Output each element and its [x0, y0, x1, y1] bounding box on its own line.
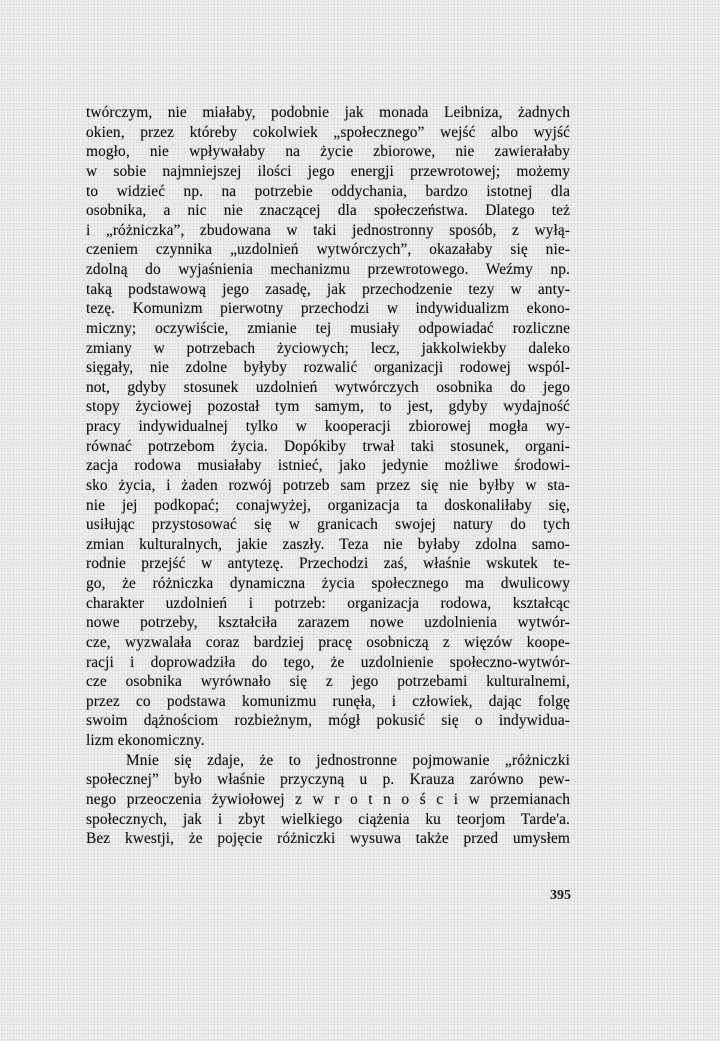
text-line: cze, wyzwalała coraz bardziej pracę osobniczą z więzów koope-	[86, 633, 570, 651]
text-line: lizm ekonomiczny.	[86, 732, 205, 749]
text-line: not, gdyby stosunek uzdolnień wytwórczych osobnika do jego	[86, 378, 570, 396]
text-line: zdolną do wyjaśnienia mechanizmu przewrotowego. Weźmy np.	[86, 261, 570, 278]
page-body-text	[86, 103, 570, 849]
text-line: okien, przez któreby cokolwiek „społecznego” wejść albo wyjść	[86, 123, 570, 141]
text-line: zacja rodowa musiałaby istnieć, jako jedynie możliwe środowi-	[86, 457, 570, 475]
paragraph-first-line: Mnie się zdaje, że to jednostronne pojmowanie „różniczki	[126, 751, 570, 769]
text-line: osobnika, a nic nie znaczącej dla społeczeństwa. Dlatego też	[86, 202, 570, 220]
text-line: twórczym, nie miałaby, podobnie jak monada Leibniza, żadnych	[86, 104, 570, 121]
text-line: zmiany w potrzebach życiowych; lecz, jakkolwiekby daleko	[86, 339, 570, 357]
page-number: 395	[550, 888, 571, 903]
text-line: racji i doprowadziła do tego, że uzdolnienie społeczno-wytwór-	[86, 653, 570, 671]
text-line: pracy indywidualnej tylko w kooperacji zbiorowej mogła wy-	[86, 418, 570, 435]
text-line: nego przeoczenia żywiołowej z w r o t n o ś c i w przemianach	[86, 790, 570, 808]
text-line: w sobie najmniejszej ilości jego energji przewrotowej; możemy	[86, 162, 570, 180]
text-line: nowe potrzeby, kształciła zarazem nowe uzdolnienia wytwór-	[86, 614, 570, 632]
text-line: mogło, nie wpływałaby na życie zbiorowe, nie zawierałaby	[86, 143, 570, 161]
text-line: stopy życiowej pozostał tym samym, to jest, gdyby wydajność	[86, 398, 570, 416]
text-line: usiłując przystosować się w granicach swojej natury do tych	[86, 516, 570, 534]
text-line: zmian kulturalnych, jakie zaszły. Teza nie byłaby zdolna samo-	[86, 535, 570, 553]
text-line: społecznej” było właśnie przyczyną u p. Krauza zarówno pew-	[86, 771, 570, 789]
text-line: nie jej podkopać; conajwyżej, organizacja ta doskonaliłaby się,	[86, 496, 570, 514]
text-line: swoim dążnościom rozbieżnym, mógł pokusić się o indywidua-	[86, 712, 570, 730]
text-line: rodnie przejść w antytezę. Przechodzi zaś, właśnie wskutek te-	[86, 555, 570, 573]
text-line: to widzieć np. na potrzebie oddychania, bardzo istotnej dla	[86, 182, 570, 200]
text-line: cze osobnika wyrównało się z jego potrzebami kulturalnemi,	[86, 673, 570, 691]
text-line: czeniem czynnika „uzdolnień wytwórczych”, okazałaby się nie-	[86, 241, 570, 259]
text-line: tezę. Komunizm pierwotny przechodzi w indywidualizm ekono-	[86, 300, 570, 318]
text-line: Bez kwestji, że pojęcie różniczki wysuwa także przed umysłem	[86, 830, 570, 848]
text-line: przez co podstawa komunizmu runęła, i człowiek, dając folgę	[86, 692, 570, 710]
text-line: sięgały, nie zdolne byłyby rozwalić organizacji rodowej wspól-	[86, 359, 570, 377]
text-line: taką podstawową jego zasadę, jak przechodzenie tezy w anty-	[86, 280, 570, 298]
text-line: go, że różniczka dynamiczna życia społecznego ma dwulicowy	[86, 575, 570, 592]
text-line: i „różniczka”, zbudowana w taki jednostronny sposób, z wyłą-	[86, 221, 570, 239]
text-line: równać potrzebom życia. Dopókiby trwał taki stosunek, organi-	[86, 437, 570, 455]
text-line: sko życia, i żaden rozwój potrzeb sam przez się nie byłby w sta-	[86, 476, 570, 494]
text-line: miczny; oczywiście, zmianie tej musiały odpowiadać rozliczne	[86, 319, 570, 337]
text-line: charakter uzdolnień i potrzeb: organizacja rodowa, kształcąc	[86, 594, 570, 612]
text-line: społecznych, jak i zbyt wielkiego ciążenia ku teorjom Tarde'a.	[86, 810, 570, 828]
